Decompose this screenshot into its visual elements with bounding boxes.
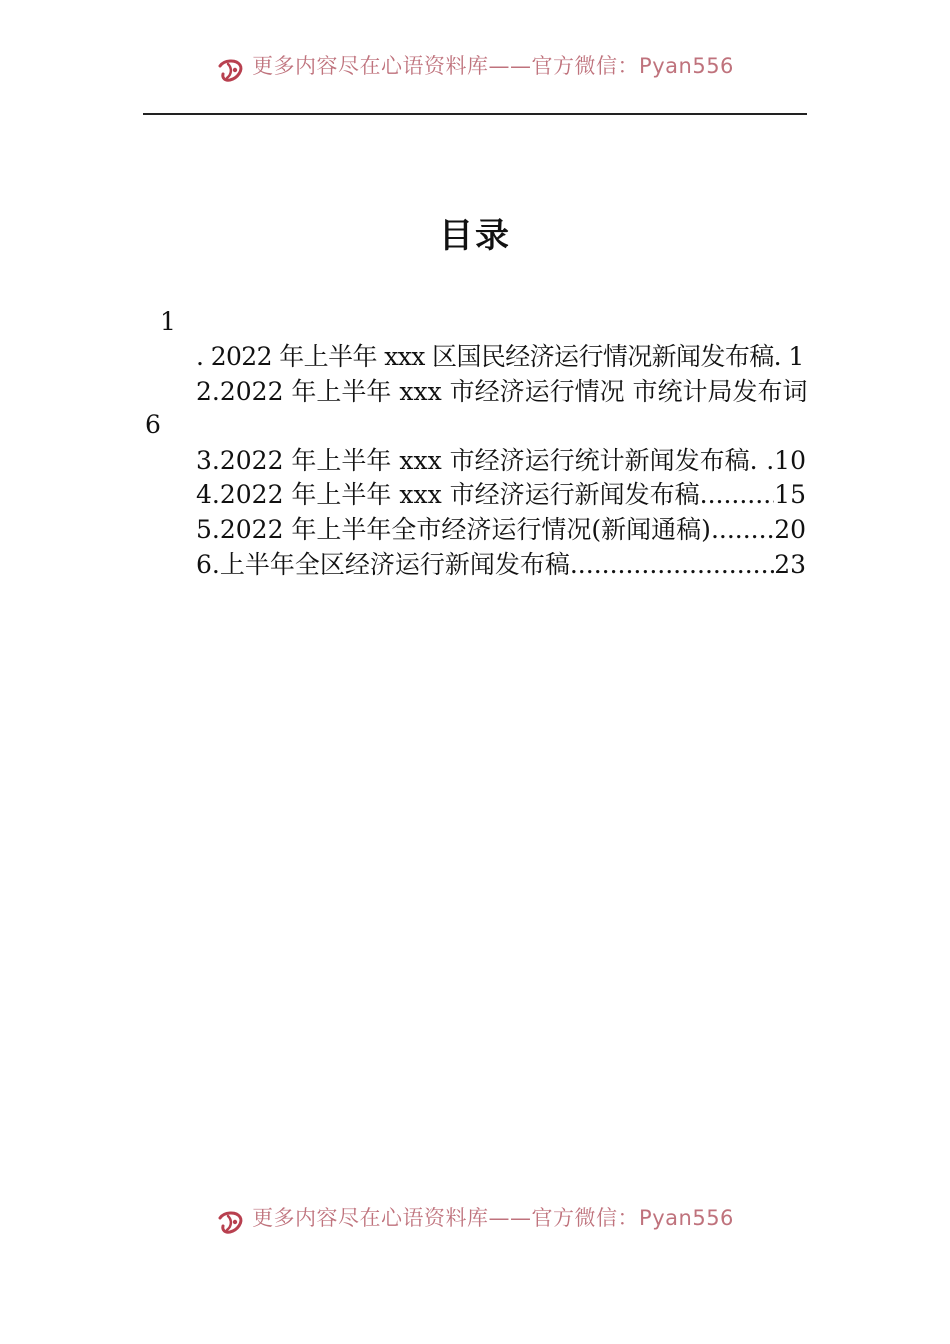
toc-entry-4[interactable]: [196, 479, 806, 511]
toc-entry-1[interactable]: . 2022 年上半年 xxx 区国民经济运行情况新闻发布稿. 1: [196, 342, 804, 371]
footer-banner-text: 更多内容尽在心语资料库——官方微信：Pyan556: [252, 1206, 734, 1230]
footer-banner: [0, 1206, 950, 1240]
toc-entry-3-page: .10: [766, 446, 806, 475]
toc-entry-6-text: 6.上半年全区经济运行新闻发布稿: [196, 550, 570, 579]
toc-entry-4-text: 4.2022 年上半年 xxx 市经济运行新闻发布稿: [196, 480, 700, 509]
logo-icon: [216, 1208, 246, 1238]
toc-entry-4-leader: [700, 479, 775, 511]
toc-entry-3-text: 3.2022 年上半年 xxx 市经济运行统计新闻发布稿.: [196, 446, 758, 475]
toc-entry-5-leader: [711, 514, 774, 546]
toc-entry-1-number[interactable]: 1: [160, 307, 176, 336]
toc-entry-5-text: 5.2022 年上半年全市经济运行情况(新闻通稿): [196, 515, 711, 544]
toc-entry-3[interactable]: [196, 445, 806, 477]
toc-entry-6-page: 23: [774, 550, 806, 579]
toc-entry-4-page: 15: [774, 480, 806, 509]
toc-entry-2-page[interactable]: 6: [145, 410, 161, 439]
toc-entry-5[interactable]: [196, 514, 806, 546]
header-rule: [143, 113, 807, 115]
toc-entry-5-page: 20: [774, 515, 806, 544]
header-banner: [0, 54, 950, 88]
toc-entry-2[interactable]: 2.2022 年上半年 xxx 市经济运行情况 市统计局发布词: [196, 377, 808, 406]
header-banner-text: 更多内容尽在心语资料库——官方微信：Pyan556: [252, 54, 734, 78]
toc-entry-6[interactable]: [196, 549, 806, 581]
toc-entry-6-leader: [570, 549, 774, 581]
logo-icon: [216, 56, 246, 86]
toc-title: 目录: [439, 216, 511, 256]
